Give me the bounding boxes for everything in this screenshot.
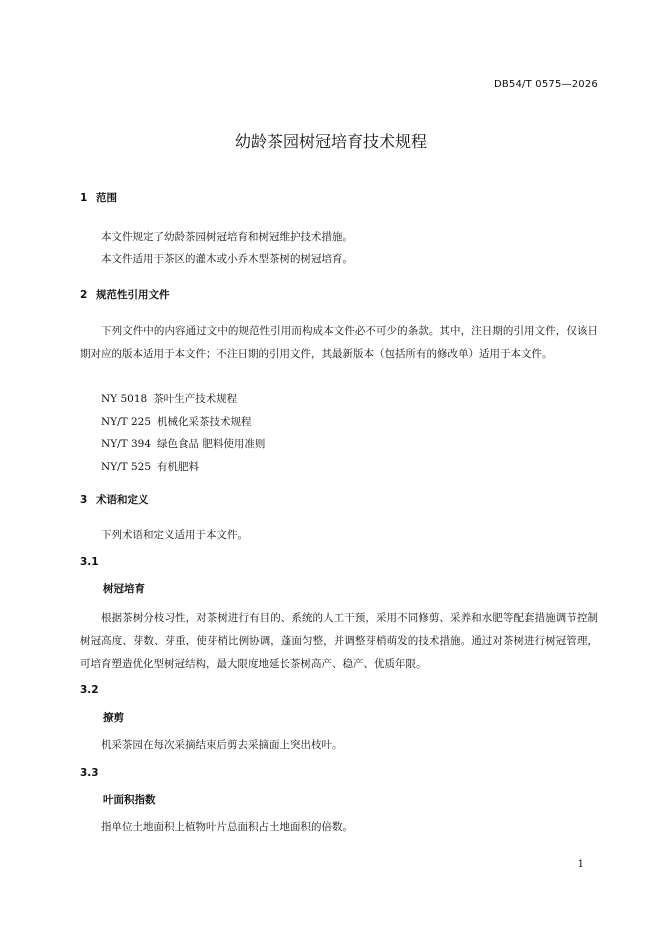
reference-title: 机械化采茶技术规程: [157, 416, 252, 428]
scope-line-1: 本文件规定了幼龄茶园树冠培育和树冠维护技术措施。: [101, 231, 353, 243]
reference-title: 绿色食品 肥料使用准则: [157, 438, 266, 450]
reference-code: NY/T 394: [101, 438, 152, 450]
term-name: 撩剪: [103, 712, 124, 724]
term-definition: 指单位土地面积上植物叶片总面积占土地面积的倍数。: [101, 821, 353, 833]
terms-intro: 下列术语和定义适用于本文件。: [101, 529, 248, 541]
section-title: 范围: [96, 192, 117, 204]
reference-item: [101, 414, 252, 429]
reference-item: [101, 436, 265, 451]
section-heading-scope: [80, 190, 117, 205]
reference-title: 茶叶生产技术规程: [153, 393, 238, 405]
term-name: 叶面积指数: [103, 794, 156, 806]
reference-item: [101, 391, 237, 406]
document-code: DB54/T 0575—2026: [493, 79, 598, 90]
term-definition: 根据茶树分枝习性，对茶树进行有目的、系统的人工干预，采用不同修剪、采养和水肥等配套措施调节控制树冠高度、芽数、芽重，使芽梢比例协调，蓬面匀整，并调整芽梢萌发的技术措施。通过对茶树进行树冠管理，可培育塑造优化型树冠结构，最大限度地延长茶树高产、稳产、优质年限。: [80, 612, 598, 670]
section-number: 2: [80, 289, 88, 301]
section-heading-terms: [80, 492, 149, 507]
reference-item: [101, 459, 199, 474]
document-title: 幼龄茶园树冠培育技术规程: [234, 132, 427, 151]
page-number: 1: [577, 859, 584, 870]
section-title: 术语和定义: [96, 494, 149, 506]
section-number: 1: [80, 192, 88, 204]
reference-code: NY 5018: [101, 393, 148, 405]
scope-line-2: 本文件适用于茶区的灌木或小乔木型茶树的树冠培育。: [101, 253, 353, 265]
section-heading-normative: [80, 287, 170, 302]
reference-code: NY/T 525: [101, 461, 152, 473]
section-title: 规范性引用文件: [96, 289, 170, 301]
term-number: 3.3: [80, 767, 99, 779]
term-definition: 机采茶园在每次采摘结束后剪去采摘面上突出枝叶。: [101, 739, 343, 751]
normative-intro-paragraph: 下列文件中的内容通过文中的规范性引用而构成本文件必不可少的条款。其中，注日期的引用文件，仅该日期对应的版本适用于本文件；不注日期的引用文件，其最新版本（包括所有的修改单）适用于本文件。: [80, 325, 598, 360]
reference-code: NY/T 225: [101, 416, 152, 428]
term-number: 3.1: [80, 556, 99, 568]
reference-title: 有机肥料: [157, 461, 200, 473]
section-number: 3: [80, 494, 88, 506]
term-number: 3.2: [80, 684, 99, 696]
term-name: 树冠培育: [103, 583, 145, 595]
